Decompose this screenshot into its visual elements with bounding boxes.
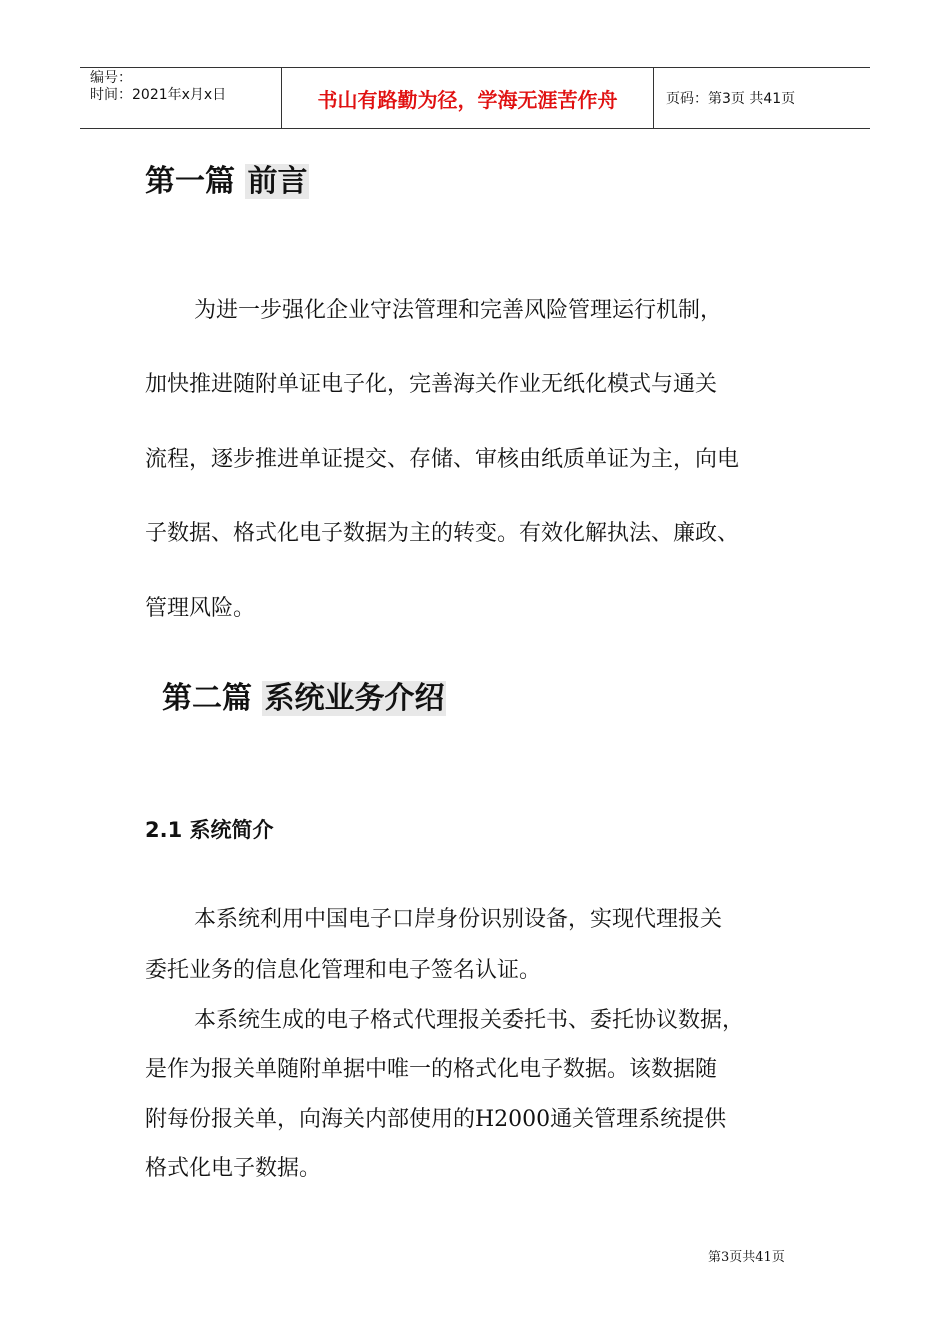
- subsection-line: 是作为报关单随附单据中唯一的格式化电子数据。该数据随: [145, 1057, 718, 1082]
- subsection-line: 本系统生成的电子格式代理报关委托书、委托协议数据，: [194, 1008, 745, 1033]
- section1-title-prefix: 第一篇: [145, 164, 235, 199]
- header-motto: 书山有路勤为径，学海无涯苦作舟: [281, 68, 654, 128]
- section1-line: 加快推进随附单证电子化，完善海关作业无纸化模式与通关: [145, 372, 718, 397]
- subsection-line: 本系统利用中国电子口岸身份识别设备，实现代理报关: [194, 907, 723, 932]
- document-header: [80, 67, 870, 129]
- header-time: 时间：2021年x月x日: [90, 87, 227, 103]
- section1-title-main: 前言: [247, 164, 308, 199]
- subsection-line: 附每份报关单，向海关内部使用的H2000通关管理系统提供: [145, 1107, 727, 1132]
- subsection-heading: 2.1 系统简介: [145, 818, 274, 842]
- section1-line: 为进一步强化企业守法管理和完善风险管理运行机制，: [194, 298, 723, 323]
- subsection-line: 格式化电子数据。: [145, 1156, 322, 1181]
- header-meta: [80, 68, 281, 128]
- section2-title-main: 系统业务介绍: [264, 681, 445, 716]
- footer-page-number: 第3页共41页: [708, 1250, 785, 1265]
- section2-title: [162, 679, 446, 719]
- header-page-info: 页码：第3页 共41页: [666, 91, 796, 107]
- section2-title-prefix: 第二篇: [162, 681, 252, 716]
- section1-line: 子数据、格式化电子数据为主的转变。有效化解执法、廉政、: [145, 521, 740, 546]
- header-number: 编号：: [90, 70, 132, 86]
- subsection-line: 委托业务的信息化管理和电子签名认证。: [145, 958, 542, 983]
- section1-line: 流程，逐步推进单证提交、存储、审核由纸质单证为主，向电: [145, 447, 740, 472]
- section1-line: 管理风险。: [145, 596, 256, 621]
- section1-title: [145, 162, 309, 202]
